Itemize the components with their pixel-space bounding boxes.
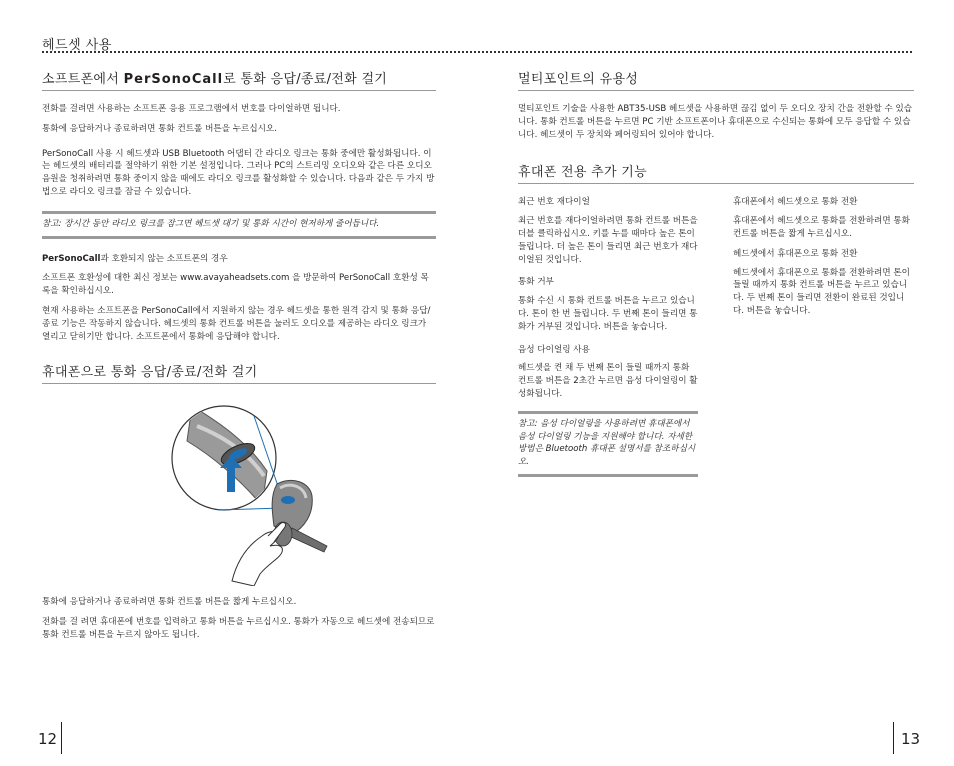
voice-dial-text: 헤드셋을 켠 채 두 번째 톤이 들릴 때까지 통화 컨트롤 버튼을 2초간 누르면 음성 다이얼링이 활성화됩니다.: [518, 363, 698, 399]
unsupported-softphone-text: 현재 사용하는 소프트폰을 PerSonoCall에서 지원하지 않는 경우 헤드셋을 통한 원격 감지 및 통화 응답/종료 기능은 작동하지 않습니다. 헤드셋의 통화 컨트롤 버튼을 눌러도 오디오를 제공하는 라디오 링크가 열리고 닫히기만 합니다. 소프트폰에서 통화에 응답해야 합니다.: [42, 305, 431, 342]
call-control-button-icon: [281, 496, 295, 504]
left-column: [42, 68, 436, 649]
headset-button-illustration: [42, 396, 436, 586]
softphone-answer-text: 통화에 응답하거나 종료하려면 통화 컨트롤 버튼을 누르십시오.: [42, 123, 277, 134]
compatibility-info-text: 소프트폰 호환성에 대한 최신 정보는 www.avayaheadsets.com 을 방문하여 PerSonoCall 호환성 목록을 확인하십시오.: [42, 273, 429, 297]
redial-heading: 최근 번호 재다이얼: [518, 197, 590, 208]
radio-link-note: 참고: 장시간 동안 라디오 링크를 잠그면 헤드셋 대기 및 통화 시간이 현저하게 줄어듭니다.: [42, 218, 380, 229]
section-mobile-extra-title: 휴대폰 전용 추가 기능: [518, 161, 914, 184]
page-number-divider-right: [893, 722, 894, 754]
feature-column-a: [518, 196, 698, 491]
section-mobile-title: 휴대폰으로 통화 응답/종료/전화 걸기: [42, 361, 436, 384]
softphone-dial-text: 전화를 걸려면 사용하는 소프트폰 응용 프로그램에서 번호를 다이얼하면 됩니다.: [42, 104, 341, 114]
feature-column-b: [733, 196, 913, 324]
to-headset-text: 휴대폰에서 헤드셋으로 통화를 전환하려면 통화 컨트롤 버튼을 짧게 누르십시오.: [733, 216, 910, 239]
mobile-feature-grid: [518, 196, 914, 516]
headset-boom: [289, 528, 327, 552]
section-softphone-title: [42, 68, 436, 91]
section-multipoint-title: 멀티포인트의 유용성: [518, 68, 914, 91]
sub-suffix: 과 호환되지 않는 소프트폰의 경우: [100, 253, 228, 264]
to-headset-heading: 휴대폰에서 헤드셋으로 통화 전환: [733, 197, 858, 208]
header-dotted-divider: [42, 51, 912, 53]
title-suffix: 로 통화 응답/종료/전화 걸기: [223, 72, 388, 87]
incompatible-softphone-heading: [42, 253, 436, 266]
page-number-divider-left: [61, 722, 62, 754]
to-phone-heading: 헤드셋에서 휴대폰으로 통화 전환: [733, 248, 858, 259]
reject-text: 통화 수신 시 통화 컨트롤 버튼을 누르고 있습니다. 톤이 한 번 들립니다. 두 번째 톤이 들리면 통화가 거부된 것입니다. 버튼을 놓습니다.: [518, 296, 698, 332]
radio-link-text: PerSonoCall 사용 시 헤드셋과 USB Bluetooth 어댑터 간 라디오 링크는 통화 중에만 활성화됩니다. 이는 헤드셋의 배터리를 절약하기 위한 기본 설정입니다. 그러나 PC의 스트리밍 오디오와 같은 다른 오디오 음원을 청취하려면 통화 중이지 않을 때에도 라디오 링크를 활성화할 수 있습니다. 다음과 같은 두 가지 방법으로 라디오 링크를 잠글 수 있습니다.: [42, 148, 435, 197]
brand-personocall: PerSonoCall: [123, 72, 224, 87]
voice-dial-note: 참고: 음성 다이얼링을 사용하려면 휴대폰에서 음성 다이얼링 기능을 지원해야 합니다. 자세한 방법은 Bluetooth 휴대폰 설명서를 참조하십시오.: [518, 418, 696, 468]
headset-illustration-svg: [42, 396, 436, 586]
title-prefix: 소프트폰에서: [42, 72, 124, 87]
voice-dial-note-box: [518, 411, 698, 477]
page-number-left: 12: [38, 730, 58, 748]
page-header: 헤드셋 사용: [42, 38, 112, 53]
sub-brand: PerSonoCall: [42, 253, 101, 264]
to-phone-text: 헤드셋에서 휴대폰으로 통화를 전환하려면 톤이 들릴 때까지 통화 컨트롤 버튼을 누르고 있습니다. 두 번째 톤이 들리면 전환이 완료된 것입니다. 버튼을 놓습니다.: [733, 267, 910, 316]
multipoint-text: 멀티포인트 기술을 사용한 ABT35-USB 헤드셋을 사용하면 끊김 없이 두 오디오 장치 간을 전환할 수 있습니다. 통화 컨트롤 버튼을 누르면 PC 기반 소프트폰이나 휴대폰으로 수신되는 통화에 모두 응답할 수 있습니다. 헤드셋이 두 장치와 페어링되어 있어야 합니다.: [518, 104, 913, 140]
radio-link-note-box: [42, 211, 436, 239]
reject-heading: 통화 거부: [518, 277, 554, 288]
mobile-answer-text: 통화에 응답하거나 종료하려면 통화 컨트롤 버튼을 짧게 누르십시오.: [42, 597, 297, 608]
redial-text: 최근 번호를 재다이얼하려면 통화 컨트롤 버튼을 더블 클릭하십시오. 키를 누를 때마다 높은 톤이 들립니다. 더 높은 톤이 들리면 최근 번호가 재다이얼된 것입니다.: [518, 216, 698, 265]
page-number-right: 13: [901, 730, 921, 748]
mobile-dial-text: 전화를 걸 려면 휴대폰에 번호를 입력하고 통화 버튼을 누르십시오. 통화가 자동으로 헤드셋에 전송되므로 통화 컨트롤 버튼을 누르지 않아도 됩니다.: [42, 617, 435, 640]
voice-dial-heading: 음성 다이얼링 사용: [518, 344, 590, 355]
right-column: [518, 68, 914, 516]
